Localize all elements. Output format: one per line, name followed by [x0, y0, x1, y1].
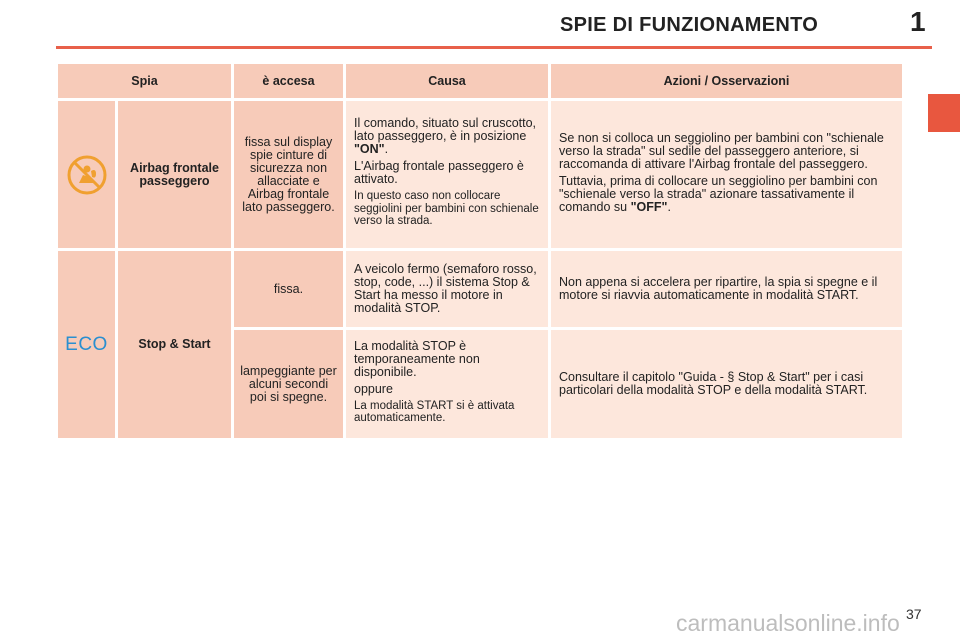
airbag-cause-cell: [346, 101, 548, 248]
cause-text: La modalità STOP è temporaneamente non disponibile.: [354, 338, 480, 379]
on-keyword: "ON": [354, 142, 385, 157]
stopstart-name-cell: [118, 251, 231, 438]
stopstart-cause-2-cell: [346, 330, 548, 438]
warning-name: Airbag frontale passeggero: [130, 160, 219, 188]
cause-text: L'Airbag frontale passeggero è attivato.: [354, 159, 524, 187]
punct: .: [384, 142, 389, 157]
page-number: 37: [906, 606, 922, 622]
warning-name: Stop & Start: [138, 337, 211, 351]
action-text: Se non si colloca un seggiolino per bambini con "schienale verso la strada" sul sedile del passeggero anteriore, si raccomanda di attivare l'Airbag frontale del passeggero.: [559, 130, 884, 171]
stopstart-lit-2-cell: [234, 330, 343, 438]
chapter-number: 1: [910, 6, 926, 37]
action-text: Non appena si accelera per ripartire, la spia si spegne e il motore si riavvia automaticamente in modalità START.: [559, 275, 878, 302]
eco-icon-cell: [58, 251, 115, 438]
airbag-off-icon: [65, 153, 109, 197]
off-keyword: "OFF": [630, 199, 668, 214]
stopstart-lit-1-cell: [234, 251, 343, 327]
header-rule: [56, 46, 932, 49]
action-text: Consultare il capitolo "Guida - § Stop & Start" per i casi particolari della modalità STOP e della modalità START.: [559, 370, 868, 397]
lit-description: lampeggiante per alcuni secondi poi si spegne.: [240, 363, 337, 404]
col-header-spia: Spia: [58, 64, 231, 98]
lit-description: fissa.: [273, 281, 304, 296]
col-header-azioni: Azioni / Osservazioni: [551, 64, 902, 98]
watermark: carmanualsonline.info: [676, 610, 900, 636]
airbag-action-cell: [551, 101, 902, 248]
airbag-icon-cell: [58, 101, 115, 248]
eco-icon: ECO: [65, 334, 108, 355]
chapter-tab: [928, 94, 960, 132]
lit-description: fissa sul display spie cinture di sicurezza non allacciate e Airbag frontale lato passeggero.: [242, 134, 335, 214]
stopstart-cause-1-cell: [346, 251, 548, 327]
page-title: SPIE DI FUNZIONAMENTO: [560, 14, 819, 36]
airbag-name-cell: [118, 101, 231, 248]
action-text: Tuttavia, prima di collocare un seggiolino per bambini con "schienale verso la strada" azionare tassativamente il comando su: [559, 173, 878, 214]
stopstart-action-2-cell: [551, 330, 902, 438]
col-header-causa: Causa: [346, 64, 548, 98]
cause-text: oppure: [354, 381, 393, 396]
stopstart-action-1-cell: [551, 251, 902, 327]
cause-text: A veicolo fermo (semaforo rosso, stop, code, ...) il sistema Stop & Start ha messo il motore in modalità STOP.: [354, 262, 537, 315]
cause-text: Il comando, situato sul cruscotto, lato passeggero, è in posizione: [354, 116, 537, 144]
col-header-accesa: è accesa: [234, 64, 343, 98]
punct: .: [667, 199, 671, 214]
airbag-lit-cell: [234, 101, 343, 248]
cause-note: La modalità START si è attivata automaticamente.: [354, 399, 515, 424]
cause-note: In questo caso non collocare seggiolini per bambini con schienale verso la strada.: [354, 190, 539, 228]
